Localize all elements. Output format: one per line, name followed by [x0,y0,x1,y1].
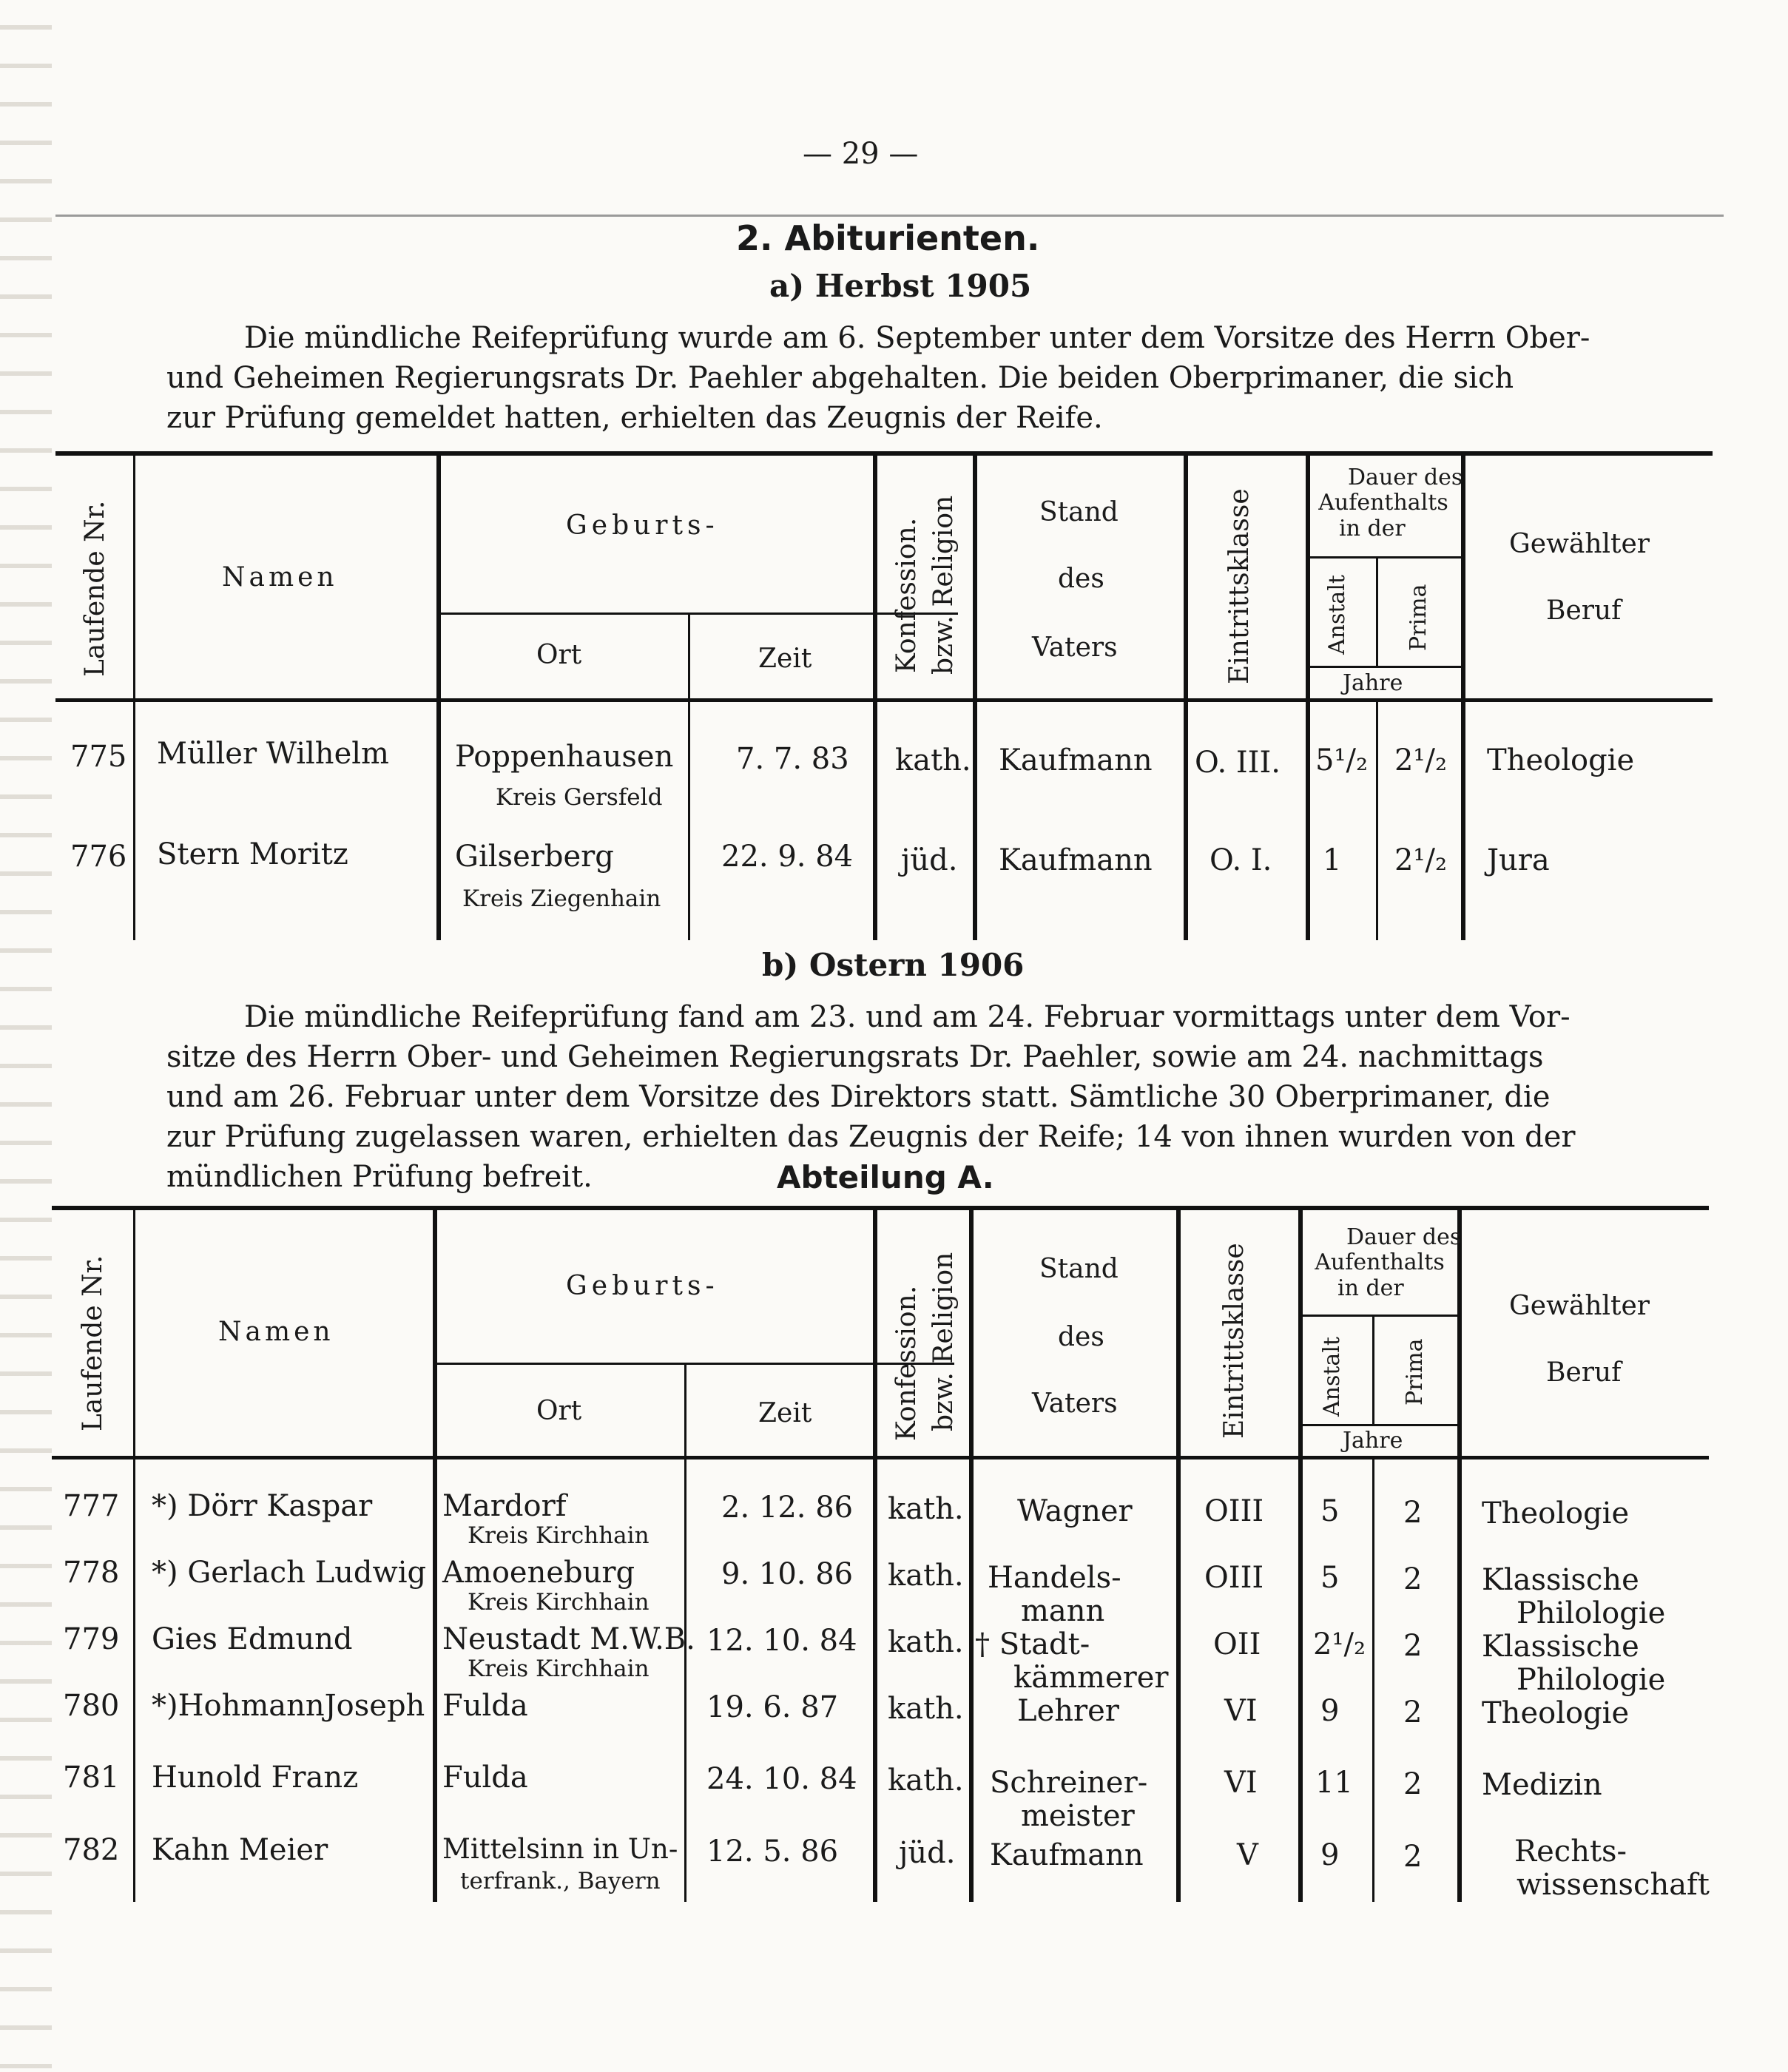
row-prima: 2 [1403,1629,1423,1663]
t1-col-sep [1376,556,1378,666]
row-beruf: Medizin [1482,1768,1602,1802]
row-eintritt: VI [1224,1694,1258,1728]
row-stand2: meister [1021,1799,1135,1833]
ostern-para-line-3: und am 26. Februar unter dem Vorsitze des Direktors statt. Sämtliche 30 Oberprimaner, die [166,1080,1551,1114]
row-stand: Wagner [1017,1494,1133,1528]
row-beruf: Theologie [1487,743,1635,777]
t2-header-jahre: Jahre [1343,1428,1403,1454]
t1-col-sep [1184,456,1188,940]
t1-header-konfession: Konfession. [891,517,922,673]
t2-header-ort: Ort [536,1396,582,1426]
row-eintritt: O. I. [1210,843,1272,877]
t2-header-geburts: Geburts- [566,1271,719,1301]
t1-header-geburts: Geburts- [566,510,719,541]
row-eintritt: OII [1213,1627,1261,1661]
row-beruf2: Philologie [1517,1596,1666,1630]
t2-col-sep [969,1210,974,1902]
row-zeit: 12. 10. 84 [706,1624,857,1658]
t1-col-sep [688,613,690,940]
t1-header-prima: Prima [1406,584,1431,651]
t2-header-gewaehlter: Gewählter [1509,1291,1650,1321]
table1-dauer-rule [1309,556,1461,559]
row-beruf: Rechts- [1514,1835,1627,1869]
t1-col-sep [133,456,135,940]
t2-col-sep [1457,1210,1462,1902]
row-name: Müller Wilhelm [157,737,389,771]
t2-header-religion: bzw. Religion [928,1252,959,1431]
row-anstalt: 5 [1320,1494,1340,1528]
t2-col-sep [1372,1315,1374,1424]
row-name: Kahn Meier [152,1833,328,1867]
t2-header-lfd: Laufende Nr. [78,1255,108,1431]
row-ort: Mittelsinn in Un- [442,1833,678,1865]
row-konf: kath. [888,1625,964,1659]
row-anstalt: 5¹/₂ [1315,743,1368,777]
row-prima: 2 [1403,1496,1423,1530]
row-anstalt: 9 [1320,1694,1340,1728]
t1-header-ort: Ort [536,640,582,670]
t2-header-prima: Prima [1402,1338,1428,1405]
row-prima: 2 [1403,1695,1423,1730]
t2-header-vaters: Vaters [1032,1388,1118,1419]
row-zeit: 12. 5. 86 [706,1835,839,1869]
row-stand: † Stadt- [975,1627,1090,1661]
herbst-para-line-3: zur Prüfung gemeldet hatten, erhielten das Zeugnis der Reife. [166,401,1103,435]
table2-dauer-rule [1302,1315,1457,1317]
row-beruf2: wissenschaft [1517,1868,1710,1902]
row-ort: Mardorf [442,1489,567,1523]
t1-col-sep [1376,702,1378,940]
row-nr: 782 [63,1833,120,1867]
table1-jahre-rule [1309,666,1461,668]
t2-col-sep [433,1210,437,1902]
t1-col-sep [873,456,877,940]
table1-geburts-rule [440,613,958,615]
row-stand: Schreiner- [990,1766,1148,1800]
t1-header-stand: Stand [1039,497,1119,527]
t1-header-dauer2: Aufenthalts [1318,490,1448,516]
t2-col-sep [1298,1210,1303,1902]
row-name: Hunold Franz [152,1761,359,1795]
row-anstalt: 2¹/₂ [1313,1627,1366,1661]
row-beruf: Theologie [1482,1696,1630,1730]
top-rule [55,215,1724,217]
row-zeit: 9. 10. 86 [721,1557,854,1591]
row-anstalt: 1 [1323,843,1342,877]
row-beruf: Klassische [1482,1630,1639,1664]
row-ort2: terfrank., Bayern [460,1868,661,1894]
t1-col-sep [1306,456,1310,940]
t2-col-sep [1176,1210,1181,1902]
t1-header-lfd: Laufende Nr. [80,500,110,677]
row-ort2: Kreis Kirchhain [468,1589,650,1616]
row-name: *) Gerlach Ludwig [152,1556,427,1590]
row-konf: kath. [888,1559,964,1593]
ostern-para-line-4: zur Prüfung zugelassen waren, erhielten das Zeugnis der Reife; 14 von ihnen wurden von der [166,1120,1576,1154]
t1-header-anstalt: Anstalt [1324,575,1350,655]
t2-col-sep [1372,1459,1374,1902]
t2-header-dauer2: Aufenthalts [1315,1249,1445,1275]
page-binding-edge [0,0,52,2072]
t1-header-des: des [1058,564,1104,594]
t2-header-stand: Stand [1039,1254,1119,1284]
row-konf: kath. [888,1492,964,1526]
row-stand: Lehrer [1017,1694,1119,1728]
abteilung-label: Abteilung A. [777,1159,994,1195]
t2-header-dauer1: Dauer des [1346,1224,1462,1250]
t1-header-religion: bzw. Religion [928,495,959,675]
t2-col-sep [873,1210,877,1902]
t2-col-sep [133,1210,135,1902]
row-zeit: 19. 6. 87 [706,1690,839,1724]
row-name: *) Dörr Kaspar [152,1489,373,1523]
row-anstalt: 9 [1320,1838,1340,1872]
row-name: Gies Edmund [152,1622,353,1656]
ostern-para-line-1: Die mündliche Reifeprüfung fand am 23. und am 24. Februar vormittags unter dem Vor- [244,1000,1571,1034]
ostern-para-line-5: mündlichen Prüfung befreit. [166,1160,593,1194]
row-ort: Gilserberg [455,840,614,874]
row-nr: 776 [70,840,127,874]
t1-header-gewaehlter: Gewählter [1509,529,1650,559]
herbst-para-line-1: Die mündliche Reifeprüfung wurde am 6. September unter dem Vorsitze des Herrn Ober- [244,321,1590,355]
row-name: *)HohmannJoseph [152,1689,425,1723]
row-prima: 2¹/₂ [1394,743,1447,777]
t2-header-dauer3: in der [1337,1275,1404,1301]
ostern-heading: b) Ostern 1906 [762,947,1025,983]
t1-col-sep [973,456,977,940]
ostern-para-line-2: sitze des Herrn Ober- und Geheimen Regierungsrats Dr. Paehler, sowie am 24. nachmittags [166,1040,1544,1074]
page-number: — 29 — [803,137,919,171]
row-ort: Poppenhausen [455,740,674,774]
row-beruf2: Philologie [1517,1663,1666,1697]
row-beruf: Jura [1487,843,1550,877]
row-konf: kath. [888,1692,964,1726]
row-nr: 778 [63,1556,120,1590]
row-nr: 780 [63,1689,120,1723]
row-anstalt: 5 [1320,1561,1340,1595]
row-konf: kath. [895,743,971,777]
row-zeit: 24. 10. 84 [706,1762,857,1796]
herbst-heading: a) Herbst 1905 [769,268,1032,304]
t2-header-eintritt: Eintrittsklasse [1219,1243,1249,1439]
row-name: Stern Moritz [157,837,348,871]
row-stand2: kämmerer [1013,1661,1169,1695]
row-eintritt: OIII [1204,1561,1264,1595]
row-ort2: Kreis Gersfeld [496,784,663,811]
t1-header-dauer3: in der [1339,516,1406,541]
row-konf: kath. [888,1764,964,1798]
row-stand: Kaufmann [999,743,1153,777]
row-stand2: mann [1021,1594,1105,1628]
t1-header-zeit: Zeit [758,644,812,674]
row-ort2: Kreis Ziegenhain [462,885,661,912]
t2-header-konfession: Konfession. [891,1285,922,1441]
section-title: 2. Abiturienten. [736,218,1040,258]
row-stand: Kaufmann [990,1838,1144,1872]
t2-header-des: des [1058,1322,1104,1352]
row-ort: Fulda [442,1689,528,1723]
t2-header-anstalt: Anstalt [1319,1337,1345,1417]
row-stand: Handels- [988,1561,1121,1595]
row-eintritt: VI [1224,1766,1258,1800]
row-prima: 2 [1403,1767,1423,1801]
row-nr: 781 [63,1761,120,1795]
t1-header-jahre: Jahre [1343,670,1403,696]
row-konf: jüd. [901,843,958,877]
t1-header-dauer1: Dauer des [1348,465,1463,490]
t2-header-beruf: Beruf [1546,1357,1622,1388]
herbst-para-line-2: und Geheimen Regierungsrats Dr. Paehler abgehalten. Die beiden Oberprimaner, die sich [166,361,1514,395]
row-zeit: 7. 7. 83 [736,742,849,776]
table2-jahre-rule [1302,1424,1457,1426]
row-anstalt: 11 [1315,1766,1353,1800]
row-nr: 777 [63,1489,120,1523]
row-konf: jüd. [899,1836,956,1870]
row-ort: Amoeneburg [442,1556,635,1590]
row-ort: Fulda [442,1761,528,1795]
row-beruf: Theologie [1482,1496,1630,1531]
t2-header-zeit: Zeit [758,1398,812,1428]
row-eintritt: V [1237,1838,1258,1872]
t1-header-beruf: Beruf [1546,595,1622,626]
t2-header-namen: Namen [218,1317,334,1347]
row-beruf: Klassische [1482,1563,1639,1597]
row-nr: 775 [70,740,127,774]
t1-col-sep [436,456,441,940]
row-prima: 2 [1403,1840,1423,1874]
row-ort2: Kreis Kirchhain [468,1656,650,1682]
row-eintritt: O. III. [1195,746,1281,780]
row-ort: Neustadt M.W.B. [442,1622,695,1656]
t1-header-vaters: Vaters [1032,632,1118,663]
row-zeit: 22. 9. 84 [721,840,854,874]
t1-header-namen: Namen [222,562,338,593]
t1-header-eintritt: Eintrittsklasse [1224,488,1255,684]
row-zeit: 2. 12. 86 [721,1491,854,1525]
row-prima: 2 [1403,1562,1423,1596]
row-ort2: Kreis Kirchhain [468,1522,650,1549]
row-nr: 779 [63,1622,120,1656]
row-prima: 2¹/₂ [1394,843,1447,877]
t1-col-sep [1461,456,1465,940]
row-stand: Kaufmann [999,843,1153,877]
row-eintritt: OIII [1204,1494,1264,1528]
